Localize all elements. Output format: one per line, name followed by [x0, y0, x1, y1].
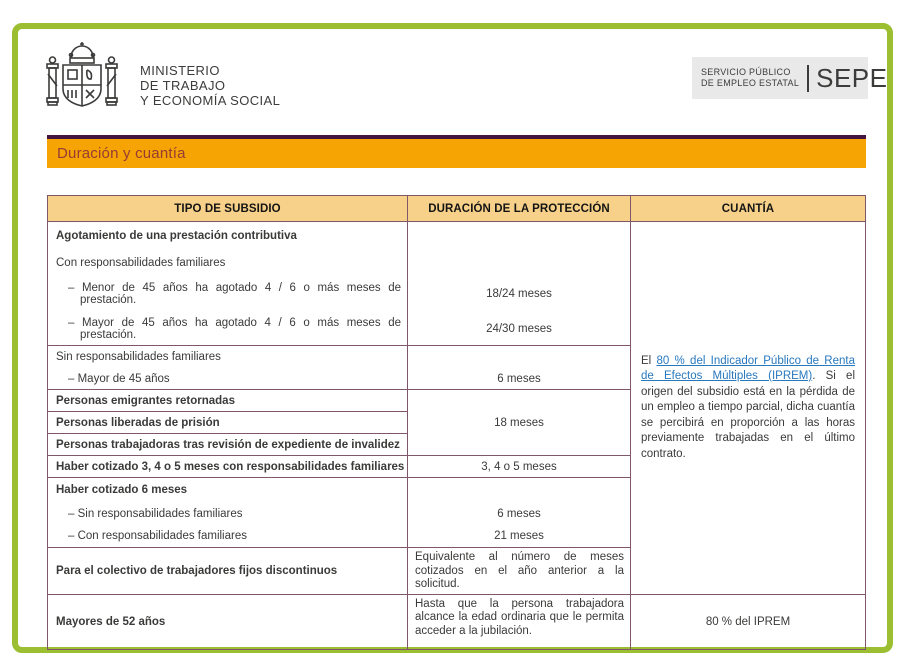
- agotamiento-item-mayor45: – Mayor de 45 años ha agotado 4 / 6 o más meses de prestación.: [68, 316, 401, 341]
- ministry-line-2: DE TRABAJO: [140, 78, 226, 93]
- cotizado-6-item-sin: – Sin responsabilidades familiares: [68, 507, 243, 520]
- agotamiento-subtitle: Con responsabilidades familiares: [56, 257, 226, 269]
- sepe-name-line-2: DE EMPLEO ESTATAL: [701, 78, 800, 88]
- sepe-name: [701, 67, 799, 89]
- cuantia-80-iprem-cell: 80 % del IPREM: [631, 594, 866, 649]
- duracion-6-meses: 6 meses: [497, 372, 541, 385]
- cotizado-3-4-5-cell: Haber cotizado 3, 4 o 5 meses con responsabilidades familiares: [48, 456, 408, 478]
- cotizado-6-cell: [48, 478, 408, 548]
- spain-coat-of-arms-icon: [46, 40, 118, 127]
- cuantia-general-cell: [631, 222, 866, 595]
- cotizado-6-duracion-cell: [408, 478, 631, 548]
- cuantia-text-prefix: El: [641, 354, 657, 367]
- fijos-discontinuos-duracion-cell: Equivalente al número de meses cotizados en el año anterior a la solicitud.: [408, 548, 631, 595]
- sin-responsabilidades-item: – Mayor de 45 años: [68, 372, 170, 385]
- section-banner: [47, 139, 866, 168]
- sin-responsabilidades-title: Sin responsabilidades familiares: [56, 351, 221, 363]
- agotamiento-duracion-cell: [408, 222, 631, 346]
- agotamiento-item-menor45: – Menor de 45 años ha agotado 4 / 6 o más meses de prestación.: [68, 282, 401, 306]
- column-header-cuantia: CUANTÍA: [631, 196, 866, 222]
- mayores-52-cell: Mayores de 52 años: [48, 594, 408, 649]
- ministry-line-3: Y ECONOMÍA SOCIAL: [140, 93, 281, 108]
- duracion-24-30-meses: 24/30 meses: [486, 322, 552, 335]
- section-title: Duración y cuantía: [57, 145, 186, 162]
- fijos-discontinuos-cell: Para el colectivo de trabajadores fijos discontinuos: [48, 548, 408, 595]
- duracion-6-meses-2: 6 meses: [497, 507, 541, 520]
- ministry-line-1: MINISTERIO: [140, 63, 220, 78]
- table-row: [48, 222, 866, 346]
- agotamiento-cell: [48, 222, 408, 346]
- cotizado-6-title: Haber cotizado 6 meses: [56, 484, 188, 496]
- duracion-21-meses: 21 meses: [494, 530, 544, 542]
- sepe-acronym: SEPE: [816, 63, 888, 93]
- duracion-3-4-5-meses-cell: 3, 4 o 5 meses: [408, 456, 631, 478]
- duracion-18-24-meses: 18/24 meses: [486, 288, 552, 300]
- sepe-name-line-1: SERVICIO PÚBLICO: [701, 67, 791, 77]
- iprem-link[interactable]: 80 % del Indicador Público de Renta de Efectos Múltiples (IPREM): [641, 354, 855, 382]
- sepe-logo: [692, 57, 888, 99]
- table-row: [48, 594, 866, 649]
- column-header-duracion: DURACIÓN DE LA PROTECCIÓN: [408, 196, 631, 222]
- prision-cell: Personas liberadas de prisión: [48, 412, 408, 434]
- ministry-name: [140, 63, 280, 108]
- cotizado-6-item-con: – Con responsabilidades familiares: [68, 530, 247, 542]
- emigrantes-cell: Personas emigrantes retornadas: [48, 390, 408, 412]
- sepe-logo-divider: [807, 65, 809, 92]
- invalidez-cell: Personas trabajadoras tras revisión de expediente de invalidez: [48, 434, 408, 456]
- mayores-52-duracion-cell: Hasta que la persona trabajadora alcance la edad ordinaria que le permita acceder a la jubilación.: [408, 594, 631, 649]
- column-header-tipo-de-subsidio: TIPO DE SUBSIDIO: [48, 196, 408, 222]
- sin-responsabilidades-duracion-cell: [408, 346, 631, 390]
- table-header-row: [48, 196, 866, 222]
- agotamiento-title: Agotamiento de una prestación contributiva: [56, 230, 297, 242]
- sin-responsabilidades-cell: [48, 346, 408, 390]
- cuantia-text-suffix: . Si el origen del subsidio está en la pérdida de un empleo a tiempo parcial, dicha cuantía se percibirá en proporción a las horas previamente trabajadas en el último contrato.: [641, 370, 855, 460]
- subsidy-table: [47, 195, 866, 650]
- duracion-18-meses-cell: 18 meses: [408, 390, 631, 456]
